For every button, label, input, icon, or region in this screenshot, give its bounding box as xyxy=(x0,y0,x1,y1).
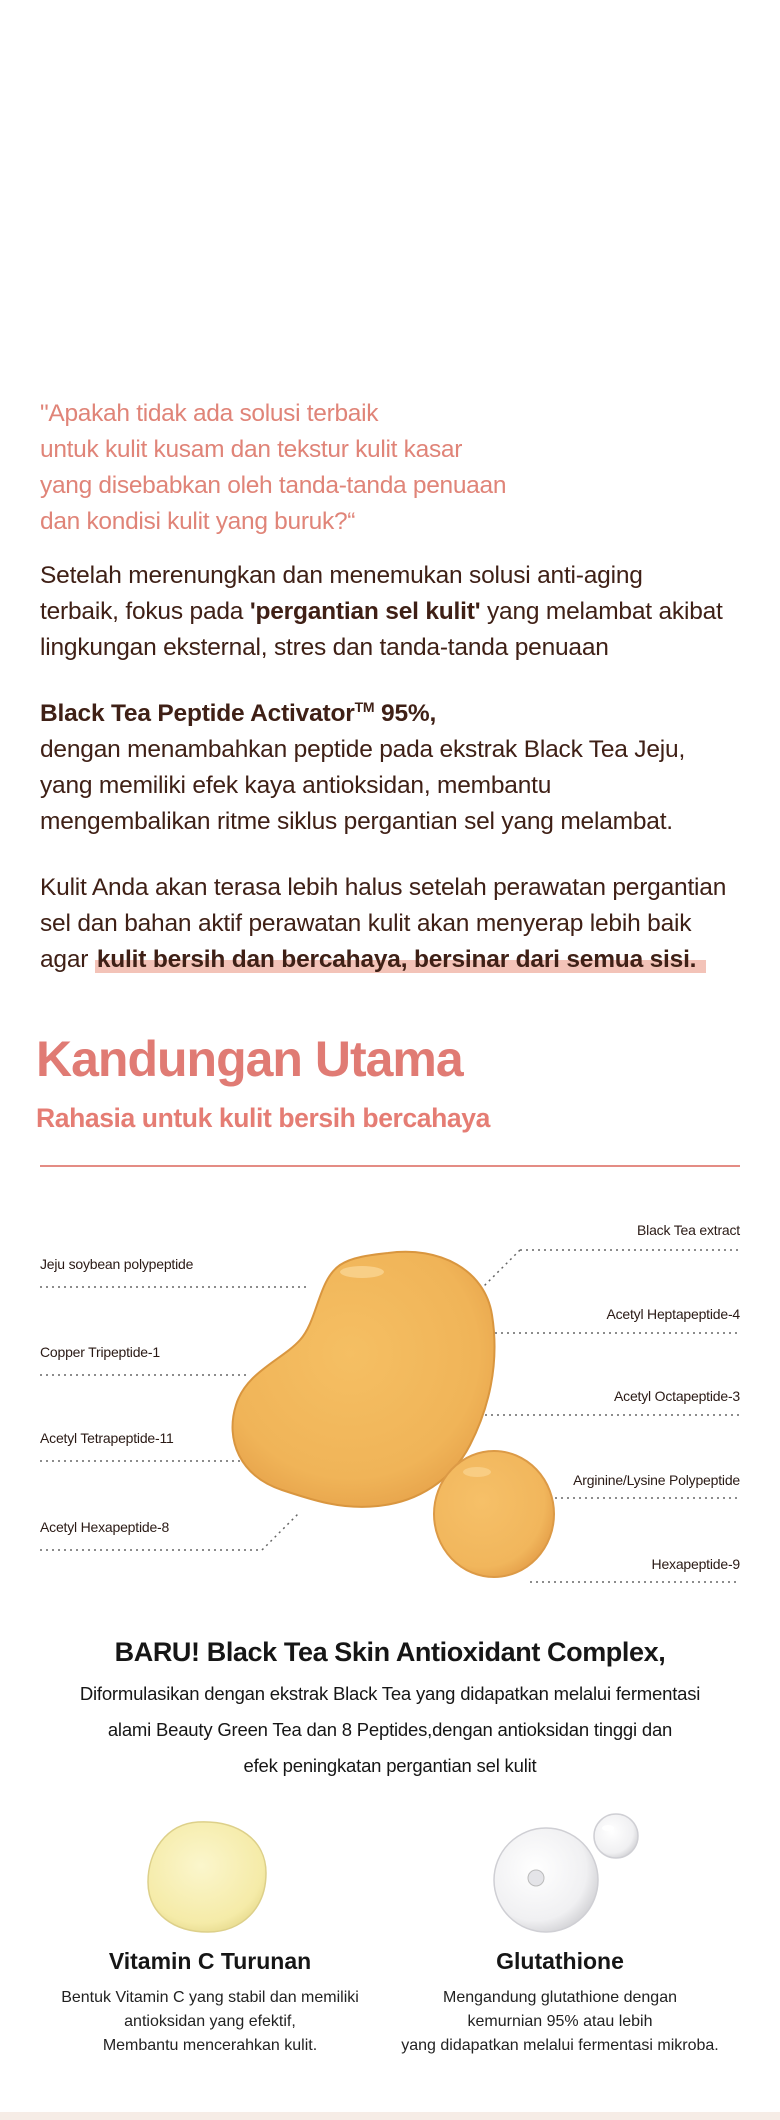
description-line: Bentuk Vitamin C yang stabil dan memiliki xyxy=(61,1989,359,2006)
paragraph-text: agar xyxy=(40,946,95,973)
description-line: antioksidan yang efektif, xyxy=(124,2013,296,2030)
trademark: TM xyxy=(354,698,375,715)
paragraph-line xyxy=(40,942,760,978)
quote-line: untuk kulit kusam dan tekstur kulit kasar xyxy=(40,436,463,463)
vitamin-c-drop-icon xyxy=(138,1818,278,1938)
quote-line: "Apakah tidak ada solusi terbaik xyxy=(40,400,379,427)
intro-paragraph-1 xyxy=(40,558,760,666)
description-line: Diformulasikan dengan ekstrak Black Tea yang didapatkan melalui fermentasi xyxy=(79,1683,701,1704)
bold-phrase: 'pergantian sel kulit' xyxy=(249,598,481,625)
feature-description xyxy=(20,1986,400,2058)
paragraph-line: yang memiliki efek kaya antioksidan, membantu xyxy=(40,772,552,799)
ingredient-label: Acetyl Octapeptide-3 xyxy=(614,1388,740,1404)
ingredient-label: Black Tea extract xyxy=(637,1222,740,1238)
ingredient-label: Copper Tripeptide-1 xyxy=(40,1344,160,1360)
description-line: alami Beauty Green Tea dan 8 Peptides,dengan antioksidan tinggi dan xyxy=(107,1719,673,1740)
serum-drop-small xyxy=(434,1451,554,1577)
section-divider xyxy=(40,1165,740,1167)
paragraph-line xyxy=(40,696,760,732)
paragraph-text: yang melambat akibat xyxy=(480,598,723,625)
intro-quote xyxy=(40,396,740,540)
paragraph-line: mengembalikan ritme siklus pergantian sel yang melambat. xyxy=(40,808,673,835)
quote-line: dan kondisi kulit yang buruk?“ xyxy=(40,508,356,535)
intro-paragraph-2 xyxy=(40,696,760,840)
paragraph-line: Kulit Anda akan terasa lebih halus setelah perawatan pergantian xyxy=(40,874,727,901)
bottom-bar xyxy=(0,2112,780,2120)
serum-highlight xyxy=(463,1467,491,1477)
feature-title: Vitamin C Turunan xyxy=(108,1948,312,1974)
description-line: Mengandung glutathione dengan xyxy=(443,1989,677,2006)
glutathione-drop-icon xyxy=(480,1808,640,1943)
section-subtitle: Rahasia untuk kulit bersih bercahaya xyxy=(36,1103,490,1133)
paragraph-line: lingkungan eksternal, stres dan tanda-tanda penuaan xyxy=(40,634,609,661)
description-line: efek peningkatan pergantian sel kulit xyxy=(243,1755,537,1776)
product-percent: 95%, xyxy=(374,700,437,727)
ingredient-label: Hexapeptide-9 xyxy=(651,1556,740,1572)
complex-description xyxy=(0,1676,780,1784)
highlight-phrase: kulit bersih dan bercahaya, bersinar dari semua sisi. xyxy=(95,946,706,973)
intro-paragraph-3 xyxy=(40,870,760,978)
ingredient-label: Acetyl Hexapeptide-8 xyxy=(40,1519,170,1535)
description-line: yang didapatkan melalui fermentasi mikroba. xyxy=(401,2037,719,2054)
paragraph-text: terbaik, fokus pada xyxy=(40,598,250,625)
ingredient-label: Jeju soybean polypeptide xyxy=(40,1256,194,1272)
product-name: Black Tea Peptide Activator xyxy=(40,700,355,727)
quote-line: yang disebabkan oleh tanda-tanda penuaan xyxy=(40,472,507,499)
ingredient-label: Acetyl Tetrapeptide-11 xyxy=(40,1430,174,1446)
ingredient-label: Acetyl Heptapeptide-4 xyxy=(606,1306,740,1322)
paragraph-line: Setelah merenungkan dan menemukan solusi anti-aging xyxy=(40,562,643,589)
section-title: Kandungan Utama xyxy=(36,1031,463,1087)
description-line: Membantu mencerahkan kulit. xyxy=(102,2037,318,2054)
complex-title: BARU! Black Tea Skin Antioxidant Complex, xyxy=(114,1637,666,1667)
serum-highlight xyxy=(340,1266,384,1278)
feature-description xyxy=(370,1986,750,2058)
description-line: kemurnian 95% atau lebih xyxy=(467,2013,653,2030)
feature-title: Glutathione xyxy=(496,1948,624,1974)
paragraph-line: sel dan bahan aktif perawatan kulit akan menyerap lebih baik xyxy=(40,910,692,937)
paragraph-line: dengan menambahkan peptide pada ekstrak Black Tea Jeju, xyxy=(40,736,686,763)
paragraph-line xyxy=(40,594,760,630)
ingredient-label: Arginine/Lysine Polypeptide xyxy=(573,1472,740,1488)
